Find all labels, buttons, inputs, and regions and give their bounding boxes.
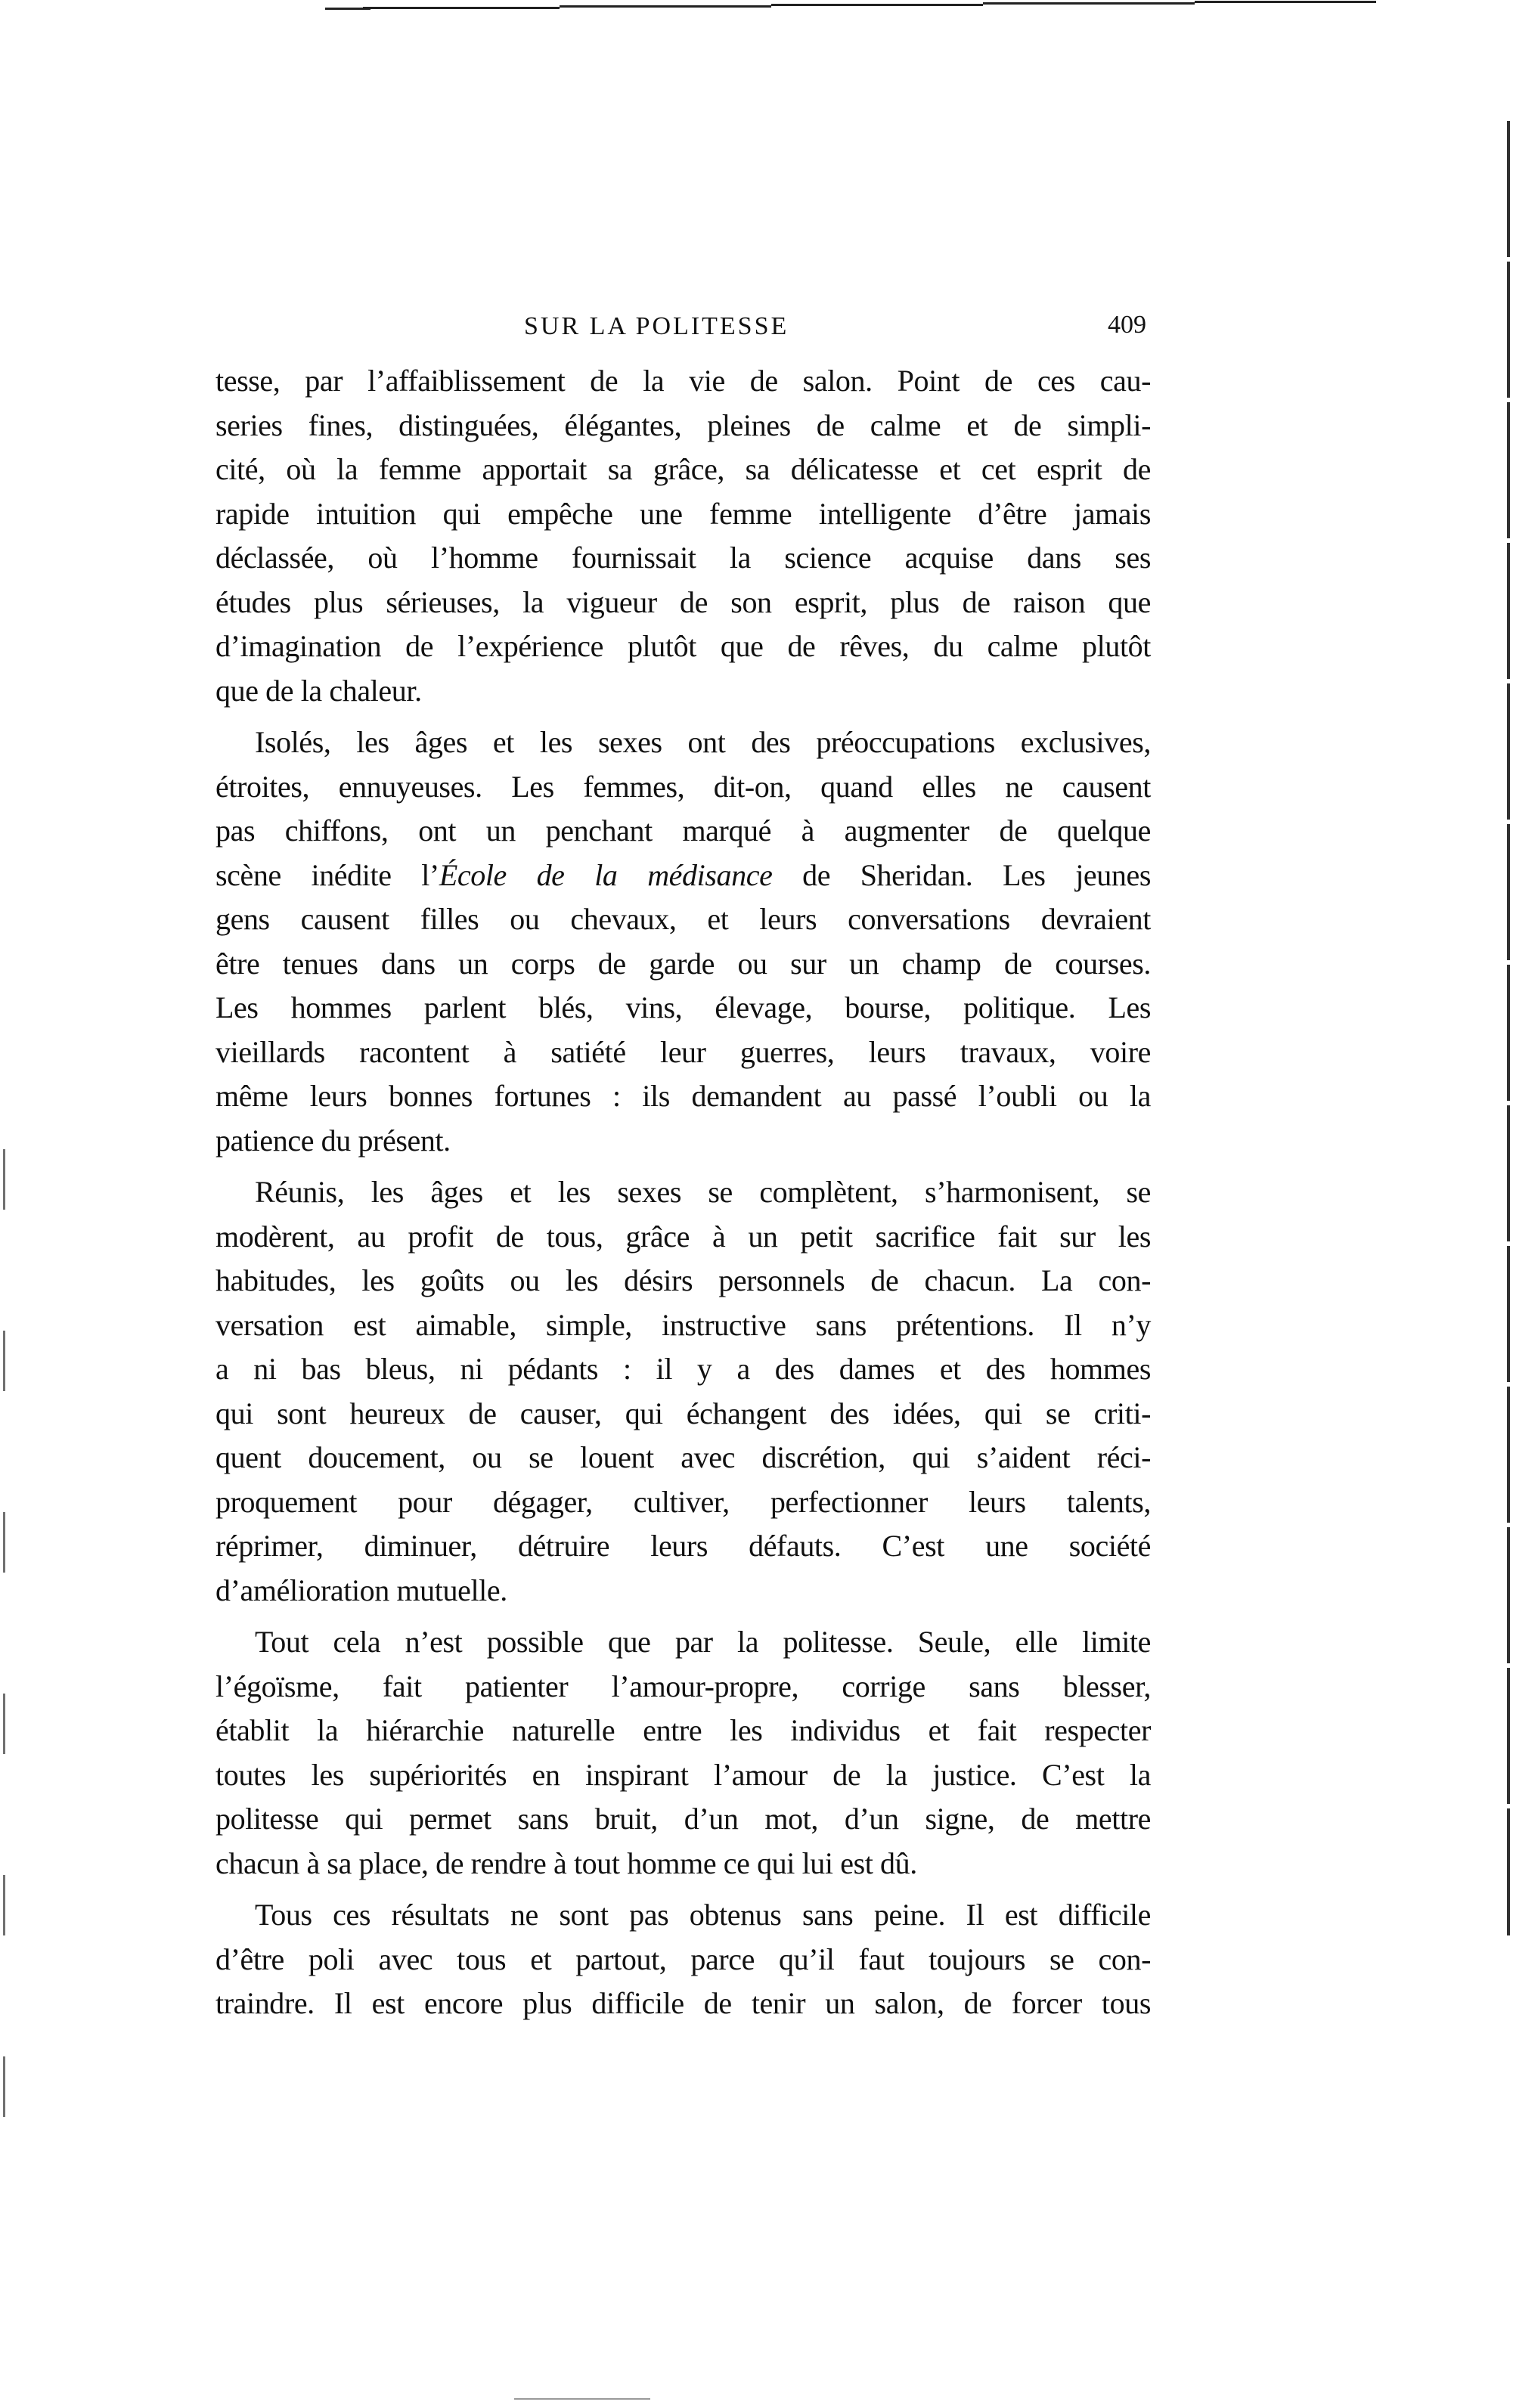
text-line: tesse, par l’affaiblissement de la vie de salon. Point de ces cau- <box>215 364 1151 398</box>
text-line: Tous ces résultats ne sont pas obtenus sans peine. Il est difficile <box>255 1898 1151 1932</box>
text-line: patience du présent. <box>215 1123 451 1158</box>
text-segment: scène inédite l’ <box>215 857 439 892</box>
page-number: 409 <box>1108 311 1146 339</box>
text-line: politesse qui permet sans bruit, d’un mot, d’un signe, de mettre <box>215 1802 1151 1836</box>
text-line: d’amélioration mutuelle. <box>215 1573 507 1607</box>
scan-edge-right <box>1507 121 1510 1935</box>
text-line: déclassée, où l’homme fournissait la science acquise dans ses <box>215 541 1151 575</box>
text-line: gens causent filles ou chevaux, et leurs conversations devraient <box>215 902 1151 936</box>
text-line: études plus sérieuses, la vigueur de son esprit, plus de raison que <box>215 584 1151 619</box>
scan-edge-top <box>0 0 1513 23</box>
text-line: établit la hiérarchie naturelle entre les individus et fait respecter <box>215 1713 1151 1747</box>
book-page <box>215 306 1151 2034</box>
text-line: cité, où la femme apportait sa grâce, sa délicatesse et cet esprit de <box>215 452 1151 486</box>
text-line: vieillards racontent à satiété leur guerres, leurs travaux, voire <box>215 1034 1151 1069</box>
scan-artifact-line <box>363 7 560 9</box>
text-line: toutes les supériorités en inspirant l’amour de la justice. C’est la <box>215 1757 1151 1792</box>
text-line: modèrent, au profit de tous, grâce à un petit sacrifice fait sur les <box>215 1219 1151 1254</box>
running-title: SUR LA POLITESSE <box>524 312 789 340</box>
text-line: Tout cela n’est possible que par la politesse. Seule, elle limite <box>255 1625 1151 1659</box>
text-line: étroites, ennuyeuses. Les femmes, dit-on, quand elles ne causent <box>215 769 1151 804</box>
paragraph <box>215 721 1151 1163</box>
paragraph <box>215 359 1151 713</box>
text-line: proquement pour dégager, cultiver, perfectionner leurs talents, <box>215 1484 1151 1519</box>
text-line: d’être poli avec tous et partout, parce qu’il faut toujours se con- <box>215 1942 1151 1976</box>
text-line: traindre. Il est encore plus difficile de tenir un salon, de forcer tous <box>215 1986 1151 2020</box>
text-line: d’imagination de l’expérience plutôt que de rêves, du calme plutôt <box>215 629 1151 663</box>
scan-edge-bottom <box>514 2398 650 2400</box>
paragraph <box>215 1620 1151 1886</box>
text-line: versation est aimable, simple, instructive sans prétentions. Il n’y <box>215 1307 1151 1342</box>
text-line <box>215 854 1151 898</box>
text-line: Les hommes parlent blés, vins, élevage, bourse, politique. Les <box>215 990 1151 1024</box>
text-line: Isolés, les âges et les sexes ont des préoccupations exclusives, <box>255 725 1151 759</box>
scan-artifact-line <box>1195 1 1376 3</box>
book-title-italic: École de la médisance <box>439 857 773 892</box>
text-line: réprimer, diminuer, détruire leurs défauts. C’est une société <box>215 1529 1151 1563</box>
body-text <box>215 359 1151 2026</box>
text-line: quent doucement, ou se louent avec discrétion, qui s’aident réci- <box>215 1440 1151 1474</box>
text-line: chacun à sa place, de rendre à tout homme ce qui lui est dû. <box>215 1846 917 1880</box>
scan-artifact-line <box>560 5 771 8</box>
text-line: Réunis, les âges et les sexes se complètent, s’harmonisent, se <box>255 1175 1151 1209</box>
text-line: habitudes, les goûts ou les désirs personnels de chacun. La con- <box>215 1263 1151 1297</box>
text-line: series fines, distinguées, élégantes, pleines de calme et de simpli- <box>215 408 1151 442</box>
running-head <box>215 306 1151 352</box>
scan-artifact-line <box>771 4 983 6</box>
text-segment: de Sheridan. Les jeunes <box>772 857 1151 892</box>
scan-artifact-line <box>983 2 1195 5</box>
text-line: rapide intuition qui empêche une femme intelligente d’être jamais <box>215 496 1151 531</box>
text-line: même leurs bonnes fortunes : ils demandent au passé l’oubli ou la <box>215 1079 1151 1113</box>
text-line: que de la chaleur. <box>215 673 422 708</box>
scan-edge-left <box>3 1149 5 2193</box>
text-line: pas chiffons, ont un penchant marqué à augmenter de quelque <box>215 814 1151 848</box>
paragraph <box>215 1893 1151 2026</box>
text-line: qui sont heureux de causer, qui échangent des idées, qui se criti- <box>215 1396 1151 1430</box>
text-line: a ni bas bleus, ni pédants : il y a des dames et des hommes <box>215 1352 1151 1386</box>
text-line: être tenues dans un corps de garde ou sur un champ de courses. <box>215 946 1151 981</box>
text-line: l’égoïsme, fait patienter l’amour-propre, corrige sans blesser, <box>215 1669 1151 1703</box>
paragraph <box>215 1170 1151 1613</box>
